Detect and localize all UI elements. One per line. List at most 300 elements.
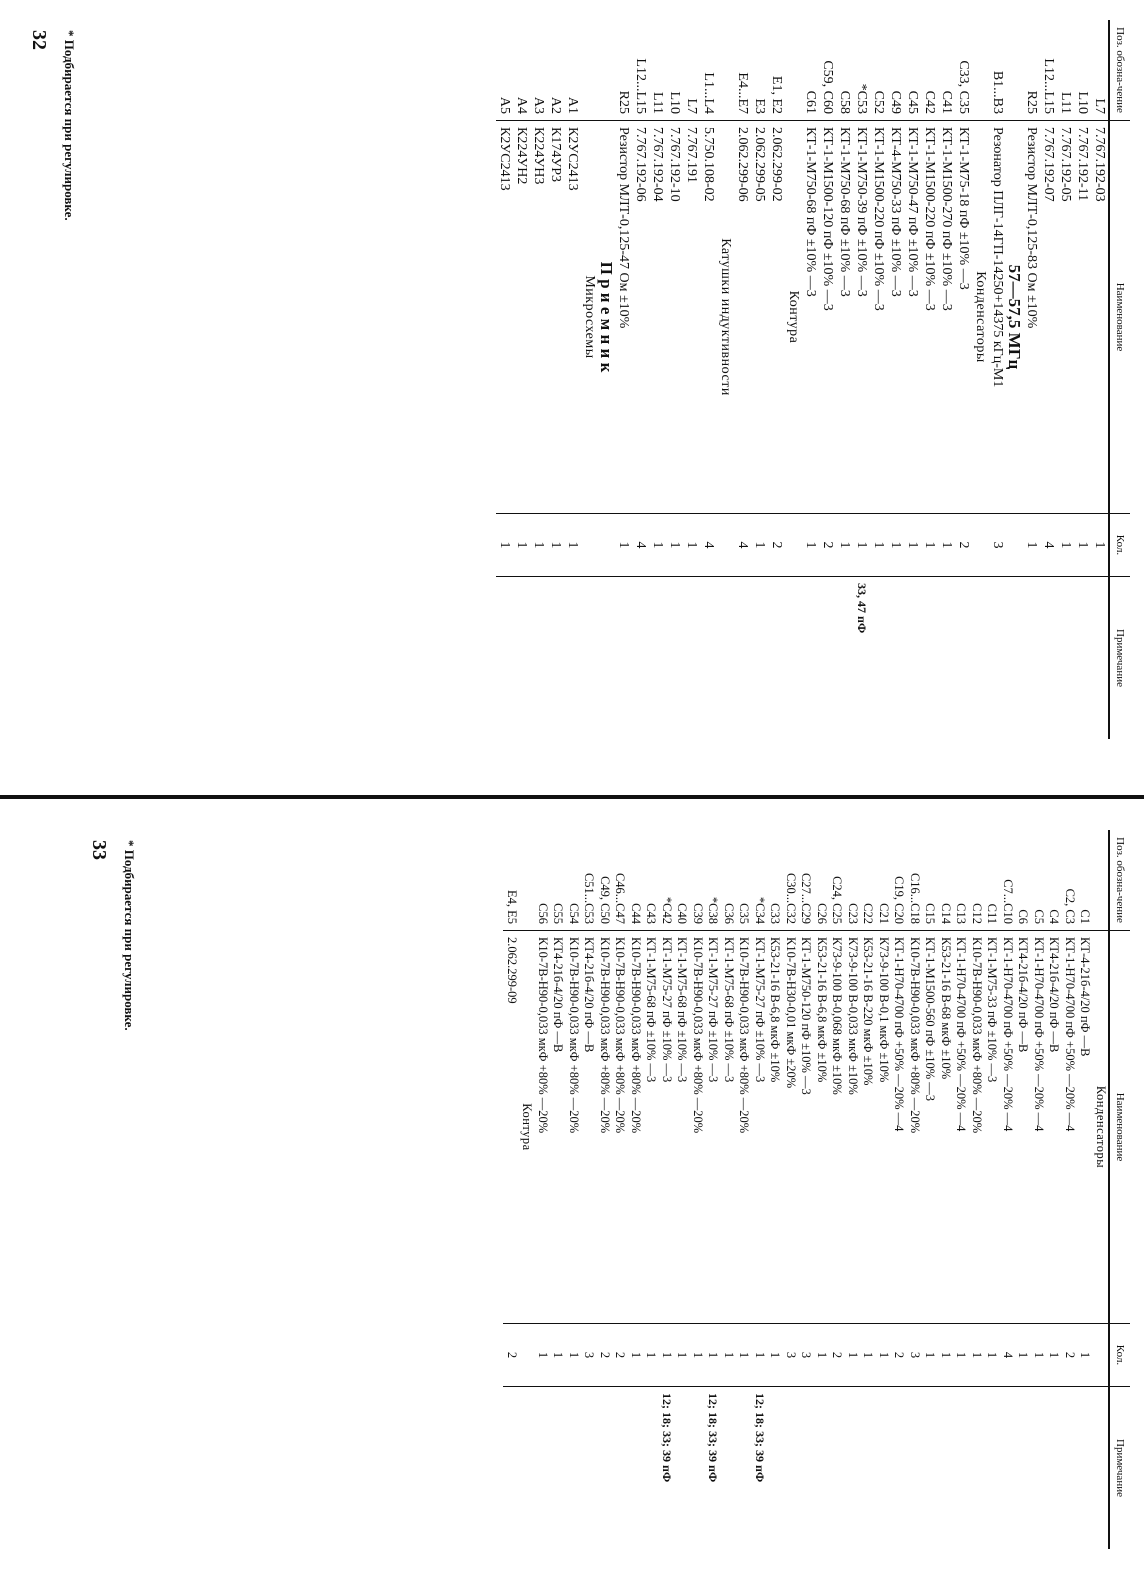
footnote-left: * Подбирается при регулировке. xyxy=(62,30,77,221)
empty-cell xyxy=(1093,830,1110,931)
position-cell: C15 xyxy=(923,903,938,924)
name-cell: КТ4-21б-4/20 пФ —В xyxy=(581,931,597,1324)
header-note: Примечание xyxy=(1109,577,1130,740)
header-pos: Поз. обозна-чение xyxy=(1109,830,1130,931)
table-row xyxy=(921,20,938,739)
quantity-cell: 1 xyxy=(802,514,819,577)
quantity-cell: 1 xyxy=(1031,1324,1047,1387)
note-cell xyxy=(798,1387,814,1550)
table-row xyxy=(1015,830,1031,1549)
position-cell: L12...L15 xyxy=(633,58,648,114)
page-divider xyxy=(0,795,1144,799)
table-row xyxy=(1057,20,1074,739)
table-row xyxy=(700,20,717,739)
quantity-cell: 1 xyxy=(674,1324,690,1387)
name-cell: 7.767.192-10 xyxy=(666,121,683,514)
empty-cell xyxy=(581,577,598,740)
band-heading-row xyxy=(1006,20,1023,739)
name-cell: КТ-1-М75-27 пФ ±10% —3 xyxy=(659,931,675,1324)
table-row xyxy=(690,830,706,1549)
quantity-cell: 3 xyxy=(989,514,1006,577)
name-cell: К10-7В-Н90-0,033 мкФ +80% —20% xyxy=(628,931,644,1324)
position-cell: C35 xyxy=(737,903,752,924)
quantity-cell: 2 xyxy=(955,514,972,577)
table-row xyxy=(1074,20,1091,739)
position-cell: C22 xyxy=(861,903,876,924)
note-cell: 12; 18; 33; 39 пФ xyxy=(659,1387,675,1550)
name-cell: К224УН2 xyxy=(513,121,530,514)
position-cell: C44 xyxy=(629,903,643,924)
name-cell: КТ-1-М75-68 пФ ±10% —3 xyxy=(674,931,690,1324)
table-row xyxy=(504,830,520,1549)
table-row xyxy=(547,20,564,739)
header-qty: Кол. xyxy=(1109,1324,1130,1387)
note-cell xyxy=(666,577,683,740)
note-cell xyxy=(513,577,530,740)
table-row xyxy=(767,830,783,1549)
position-cell: C30...C32 xyxy=(784,872,798,924)
quantity-cell: 1 xyxy=(984,1324,1000,1387)
quantity-cell: 2 xyxy=(504,1324,520,1387)
note-cell xyxy=(581,1387,597,1550)
quantity-cell: 1 xyxy=(1074,514,1091,577)
name-cell: 7.767.192-06 xyxy=(632,121,649,514)
empty-cell xyxy=(519,1387,535,1550)
table-row xyxy=(904,20,921,739)
table-body-left xyxy=(496,20,1109,739)
note-cell xyxy=(564,577,581,740)
empty-cell xyxy=(1006,514,1023,577)
name-cell: 5.750.108-02 xyxy=(700,121,717,514)
position-cell: C56 xyxy=(536,903,550,924)
table-row xyxy=(736,830,752,1549)
name-cell: КТ-1-М1500-120 пФ ±10% —3 xyxy=(819,121,836,514)
quantity-cell: 2 xyxy=(819,514,836,577)
note-cell: 33, 47 пФ xyxy=(853,577,870,740)
name-cell: 2.062.299-06 xyxy=(734,121,751,514)
position-cell: C61 xyxy=(803,90,818,114)
position-cell: C14 xyxy=(939,903,953,924)
position-cell: C43 xyxy=(644,903,659,924)
table-row xyxy=(666,20,683,739)
name-cell: К2УС2413 xyxy=(496,121,513,514)
quantity-cell: 1 xyxy=(1091,514,1109,577)
position-cell: *C42 xyxy=(660,896,674,924)
band-heading-row xyxy=(598,20,615,739)
note-cell xyxy=(734,577,751,740)
empty-cell xyxy=(785,514,802,577)
note-cell xyxy=(721,1387,737,1550)
table-row xyxy=(798,830,814,1549)
quantity-cell: 1 xyxy=(628,1324,644,1387)
empty-cell xyxy=(1093,1387,1110,1550)
table-row xyxy=(1031,830,1047,1549)
position-cell: C55 xyxy=(551,903,566,924)
table-row xyxy=(734,20,751,739)
position-cell: L1...L4 xyxy=(701,72,716,114)
note-cell xyxy=(566,1387,582,1550)
note-cell xyxy=(1031,1387,1047,1550)
note-cell xyxy=(736,1387,752,1550)
position-cell: C13 xyxy=(954,903,969,924)
section-heading-row xyxy=(785,20,802,739)
table-row xyxy=(615,20,632,739)
section-heading-row xyxy=(972,20,989,739)
quantity-cell: 3 xyxy=(907,1324,923,1387)
table-row xyxy=(612,830,628,1549)
quantity-cell: 2 xyxy=(597,1324,613,1387)
quantity-cell: 1 xyxy=(853,514,870,577)
name-cell: КТ-1-Н70-4700 пФ +50% —20% —4 xyxy=(1031,931,1047,1324)
name-cell: К10-7В-Н90-0,033 мкФ +80% —20% xyxy=(736,931,752,1324)
note-cell xyxy=(615,577,632,740)
name-cell: КТ-4-21б-4/20 пФ —В xyxy=(1077,931,1093,1324)
table-row xyxy=(922,830,938,1549)
note-cell xyxy=(1057,577,1074,740)
table-row xyxy=(659,830,675,1549)
table-row xyxy=(632,20,649,739)
note-cell xyxy=(1074,577,1091,740)
table-row xyxy=(1000,830,1016,1549)
note-cell xyxy=(700,577,717,740)
note-cell xyxy=(751,577,768,740)
name-cell: КТ-1-Н70-4700 пФ +50% —20% —4 xyxy=(1062,931,1078,1324)
note-cell xyxy=(802,577,819,740)
quantity-cell: 2 xyxy=(829,1324,845,1387)
position-cell: L10 xyxy=(1075,91,1090,114)
position-cell: *C53 xyxy=(854,83,869,114)
table-row xyxy=(1023,20,1040,739)
position-cell: C58 xyxy=(837,90,852,114)
position-cell: R25 xyxy=(1024,90,1039,114)
note-cell xyxy=(1023,577,1040,740)
name-cell: 2.062.299-05 xyxy=(751,121,768,514)
empty-cell xyxy=(785,577,802,740)
note-cell xyxy=(891,1387,907,1550)
table-row xyxy=(953,830,969,1549)
quantity-cell: 3 xyxy=(783,1324,799,1387)
name-cell: Резистор МЛТ-0,125-47 Ом ±10% xyxy=(615,121,632,514)
name-cell: К10-7В-Н90-0,033 мкФ +80% —20% xyxy=(597,931,613,1324)
name-cell: К73-9-100 В-0,033 мкФ ±10% xyxy=(845,931,861,1324)
position-cell: *C38 xyxy=(706,896,721,924)
note-cell xyxy=(887,577,904,740)
section-heading: Катушки индуктивности xyxy=(717,121,734,514)
note-cell xyxy=(547,577,564,740)
table-row xyxy=(955,20,972,739)
name-cell: 7.767.192-07 xyxy=(1040,121,1057,514)
footnote-right: * Подбирается при регулировке. xyxy=(122,840,137,1031)
table-row xyxy=(566,830,582,1549)
position-cell: C5 xyxy=(1032,909,1046,924)
right-page xyxy=(88,830,1130,1570)
section-heading: Контура xyxy=(785,121,802,514)
note-cell xyxy=(683,577,700,740)
note-cell xyxy=(496,577,513,740)
position-cell: C27...C29 xyxy=(799,872,814,924)
note-cell xyxy=(783,1387,799,1550)
position-cell: E1, E2 xyxy=(769,75,784,114)
quantity-cell: 1 xyxy=(860,1324,876,1387)
section-heading: Конденсаторы xyxy=(972,121,989,514)
table-row xyxy=(1062,830,1078,1549)
quantity-cell: 1 xyxy=(1023,514,1040,577)
table-row xyxy=(802,20,819,739)
quantity-cell: 1 xyxy=(643,1324,659,1387)
note-cell xyxy=(836,577,853,740)
empty-cell xyxy=(972,20,989,121)
quantity-cell: 1 xyxy=(938,1324,954,1387)
note-cell: 12; 18; 33; 39 пФ xyxy=(705,1387,721,1550)
name-cell: КТ-1-Н70-4700 пФ +50% —20% —4 xyxy=(953,931,969,1324)
position-cell: C4 xyxy=(1047,909,1062,924)
table-row xyxy=(530,20,547,739)
quantity-cell: 4 xyxy=(1040,514,1057,577)
position-cell: C45 xyxy=(905,90,920,114)
note-cell xyxy=(643,1387,659,1550)
quantity-cell: 3 xyxy=(798,1324,814,1387)
quantity-cell: 1 xyxy=(1077,1324,1093,1387)
table-row xyxy=(496,20,513,739)
name-cell: 7.767.192-03 xyxy=(1091,121,1109,514)
quantity-cell: 1 xyxy=(659,1324,675,1387)
position-cell: C33 xyxy=(768,903,783,924)
name-cell: К174УР3 xyxy=(547,121,564,514)
quantity-cell: 4 xyxy=(700,514,717,577)
position-cell: C24, C25 xyxy=(830,876,845,924)
position-cell: C33, C35 xyxy=(956,60,971,114)
table-row xyxy=(649,20,666,739)
note-cell xyxy=(550,1387,566,1550)
name-cell: КТ-1-М750-47 пФ ±10% —3 xyxy=(904,121,921,514)
note-cell xyxy=(1046,1387,1062,1550)
table-row xyxy=(1046,830,1062,1549)
note-cell xyxy=(1062,1387,1078,1550)
table-row xyxy=(876,830,892,1549)
section-heading-row xyxy=(717,20,734,739)
quantity-cell: 1 xyxy=(969,1324,985,1387)
note-cell xyxy=(860,1387,876,1550)
note-cell xyxy=(767,1387,783,1550)
empty-cell xyxy=(972,514,989,577)
empty-cell xyxy=(519,1324,535,1387)
quantity-cell: 1 xyxy=(547,514,564,577)
table-row xyxy=(535,830,551,1549)
quantity-cell: 1 xyxy=(921,514,938,577)
quantity-cell: 1 xyxy=(496,514,513,577)
name-cell: К53-21-16 В-6,8 мкФ ±10% xyxy=(767,931,783,1324)
position-cell: C6 xyxy=(1016,909,1031,924)
name-cell: КТ4-21б-4/20 пФ —В xyxy=(550,931,566,1324)
quantity-cell: 2 xyxy=(768,514,785,577)
header-note: Примечание xyxy=(1109,1387,1130,1550)
name-cell: КТ-1-М75-27 пФ ±10% —3 xyxy=(752,931,768,1324)
position-cell: L11 xyxy=(1058,91,1073,114)
table-row xyxy=(853,20,870,739)
spec-table-right xyxy=(504,830,1131,1549)
name-cell: 2.062.299-09 xyxy=(504,931,520,1324)
name-cell: К10-7В-Н90-0,033 мкФ +80% —20% xyxy=(535,931,551,1324)
table-row xyxy=(721,830,737,1549)
quantity-cell: 1 xyxy=(922,1324,938,1387)
header-qty: Кол. xyxy=(1109,514,1130,577)
table-row xyxy=(628,830,644,1549)
empty-cell xyxy=(519,830,535,931)
position-cell: L7 xyxy=(1092,98,1107,114)
quantity-cell: 2 xyxy=(1062,1324,1078,1387)
position-cell: C11 xyxy=(985,903,1000,924)
quantity-cell: 2 xyxy=(891,1324,907,1387)
name-cell: КТ-1-М75-18 пФ ±10% —3 xyxy=(955,121,972,514)
name-cell: К53-21-16 В-220 мкФ ±10% xyxy=(860,931,876,1324)
name-cell: КТ-1-М750-39 пФ ±10% —3 xyxy=(853,121,870,514)
table-row xyxy=(969,830,985,1549)
note-cell xyxy=(768,577,785,740)
name-cell: К73-9-100 В-0,1 мкФ ±10% xyxy=(876,931,892,1324)
note-cell xyxy=(876,1387,892,1550)
note-cell xyxy=(504,1387,520,1550)
quantity-cell: 1 xyxy=(904,514,921,577)
quantity-cell: 1 xyxy=(530,514,547,577)
note-cell xyxy=(1015,1387,1031,1550)
name-cell: КТ-1-М75-33 пФ ±10% —3 xyxy=(984,931,1000,1324)
band-heading: П р и е м н и к xyxy=(598,121,615,514)
note-cell xyxy=(984,1387,1000,1550)
position-cell: L7 xyxy=(684,98,699,114)
position-cell: C40 xyxy=(675,903,690,924)
note-cell xyxy=(953,1387,969,1550)
position-cell: C19, C20 xyxy=(892,876,907,924)
table-row xyxy=(513,20,530,739)
section-heading-row xyxy=(1093,830,1110,1549)
quantity-cell: 1 xyxy=(564,514,581,577)
empty-cell xyxy=(598,577,615,740)
note-cell xyxy=(612,1387,628,1550)
table-row xyxy=(752,830,768,1549)
table-row xyxy=(1040,20,1057,739)
empty-cell xyxy=(581,20,598,121)
table-row xyxy=(768,20,785,739)
name-cell: КТ-1-М750-68 пФ ±10% —3 xyxy=(802,121,819,514)
header-pos: Поз. обозна-чение xyxy=(1109,20,1130,121)
position-cell: C46...C47 xyxy=(613,872,628,924)
table-row xyxy=(683,20,700,739)
quantity-cell: 4 xyxy=(1000,1324,1016,1387)
empty-cell xyxy=(785,20,802,121)
name-cell: Резонатор ПЛГ-14ГП-14250+14375 кГц-М1 xyxy=(989,121,1006,514)
quantity-cell: 1 xyxy=(953,1324,969,1387)
note-cell xyxy=(814,1387,830,1550)
name-cell: КТ-1-М75-68 пФ ±10% —3 xyxy=(643,931,659,1324)
quantity-cell: 1 xyxy=(566,1324,582,1387)
position-cell: L11 xyxy=(650,91,665,114)
name-cell: 7.767.192-11 xyxy=(1074,121,1091,514)
position-cell: A3 xyxy=(531,96,546,114)
name-cell: КТ-1-Н70-4700 пФ +50% —20% —4 xyxy=(891,931,907,1324)
position-cell: C36 xyxy=(722,903,736,924)
name-cell: КТ-1-М750-120 пФ ±10% —3 xyxy=(798,931,814,1324)
section-heading: Микросхемы xyxy=(581,121,598,514)
name-cell: 7.767.192-05 xyxy=(1057,121,1074,514)
table-row xyxy=(751,20,768,739)
empty-cell xyxy=(598,20,615,121)
quantity-cell: 1 xyxy=(690,1324,706,1387)
table-row xyxy=(550,830,566,1549)
table-row xyxy=(829,830,845,1549)
name-cell: К73-9-100 В-0,068 мкФ ±10% xyxy=(829,931,845,1324)
note-cell xyxy=(938,1387,954,1550)
position-cell: A2 xyxy=(548,96,563,114)
quantity-cell: 1 xyxy=(814,1324,830,1387)
quantity-cell: 1 xyxy=(767,1324,783,1387)
table-row xyxy=(783,830,799,1549)
section-heading: Конденсаторы xyxy=(1093,931,1110,1324)
note-cell xyxy=(597,1387,613,1550)
name-cell: К2УС2413 xyxy=(564,121,581,514)
note-cell xyxy=(870,577,887,740)
table-row xyxy=(984,830,1000,1549)
name-cell: КТ-1-М1500-220 пФ ±10% —3 xyxy=(870,121,887,514)
position-cell: E4...E7 xyxy=(735,72,750,114)
table-row xyxy=(870,20,887,739)
table-row xyxy=(907,830,923,1549)
note-cell xyxy=(1040,577,1057,740)
section-heading-row xyxy=(581,20,598,739)
quantity-cell: 1 xyxy=(721,1324,737,1387)
position-cell: C59, C60 xyxy=(820,60,835,114)
table-body-right xyxy=(504,830,1110,1549)
section-heading: Контура xyxy=(519,931,535,1324)
note-cell xyxy=(955,577,972,740)
position-cell: C54 xyxy=(567,903,581,924)
name-cell: К10-7В-Н30-0,01 мкФ ±20% xyxy=(783,931,799,1324)
name-cell: КТ4-21б-4/20 пФ —В xyxy=(1015,931,1031,1324)
position-cell: C7...C10 xyxy=(1001,879,1015,924)
position-cell: C2, C3 xyxy=(1063,888,1077,924)
position-cell: L10 xyxy=(667,91,682,114)
name-cell: К10-7В-Н90-0,033 мкФ +80% —20% xyxy=(907,931,923,1324)
position-cell: C16...C18 xyxy=(908,872,922,924)
position-cell: A1 xyxy=(565,96,580,114)
empty-cell xyxy=(1006,577,1023,740)
name-cell: 2.062.299-02 xyxy=(768,121,785,514)
empty-cell xyxy=(581,514,598,577)
page-number-right: 33 xyxy=(88,840,110,860)
empty-cell xyxy=(717,577,734,740)
note-cell xyxy=(530,577,547,740)
quantity-cell: 1 xyxy=(513,514,530,577)
quantity-cell: 1 xyxy=(550,1324,566,1387)
name-cell: КТ-1-М1500-270 пФ ±10% —3 xyxy=(938,121,955,514)
note-cell xyxy=(535,1387,551,1550)
quantity-cell: 3 xyxy=(581,1324,597,1387)
name-cell: К10-7В-Н90-0,033 мкФ +80% —20% xyxy=(690,931,706,1324)
quantity-cell: 1 xyxy=(870,514,887,577)
quantity-cell: 1 xyxy=(705,1324,721,1387)
header-name: Наименование xyxy=(1109,121,1130,514)
name-cell: 7.767.192-04 xyxy=(649,121,666,514)
position-cell: C39 xyxy=(691,903,705,924)
quantity-cell: 1 xyxy=(1015,1324,1031,1387)
table-row xyxy=(989,20,1006,739)
quantity-cell: 1 xyxy=(615,514,632,577)
position-cell: L12...L15 xyxy=(1041,58,1056,114)
note-cell xyxy=(989,577,1006,740)
empty-cell xyxy=(717,20,734,121)
table-row xyxy=(860,830,876,1549)
quantity-cell: 1 xyxy=(1057,514,1074,577)
quantity-cell: 1 xyxy=(683,514,700,577)
